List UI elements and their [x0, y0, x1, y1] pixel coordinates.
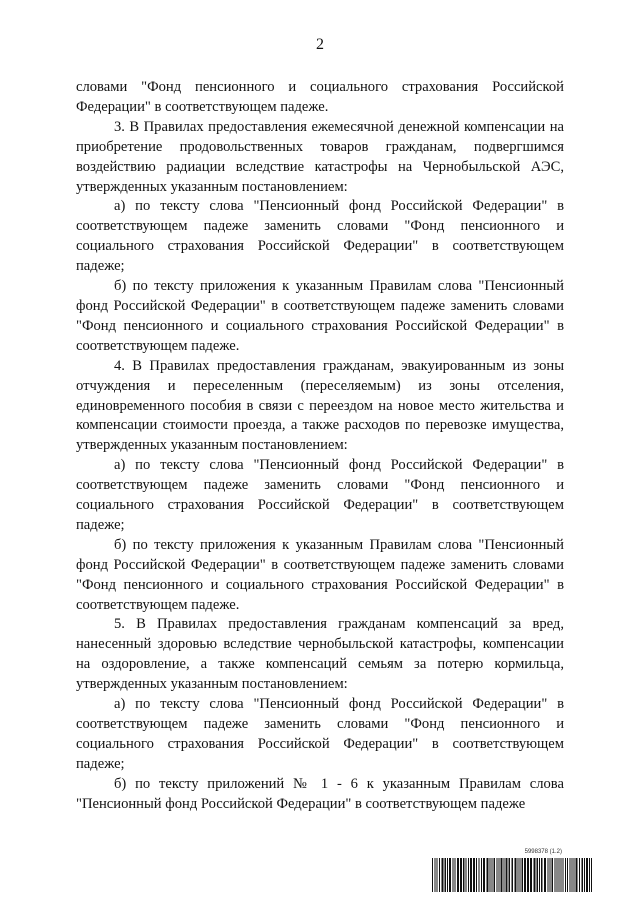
paragraph: а) по тексту слова "Пенсионный фонд Российской Федерации" в соответствующем падеже заменить словами "Фонд пенсионного и социального страхования Российской Федерации" в соответствующем падеже; — [76, 457, 564, 533]
paragraph: 4. В Правилах предоставления гражданам, эвакуированным из зоны отчуждения и переселенным (переселяемым) из зоны отселения, единовременного пособия в связи с переездом на новое место жительства и компенсации стоимости проезда, а также расходов по перевозке имущества, утвержденных указанным постановлением: — [76, 357, 564, 454]
paragraph: а) по тексту слова "Пенсионный фонд Российской Федерации" в соответствующем падеже заменить словами "Фонд пенсионного и социального страхования Российской Федерации" в соответствующем падеже; — [76, 696, 564, 772]
paragraph: б) по тексту приложения к указанным Правилам слова "Пенсионный фонд Российской Федерации" в соответствующем падеже заменить словами "Фонд пенсионного и социального страхования Российской Федерации" в соответствующем падеже. — [76, 278, 564, 354]
barcode-label: 5998378 (1.2) — [524, 849, 562, 855]
document-body — [76, 78, 564, 815]
barcode-icon — [432, 858, 592, 892]
barcode-block — [432, 849, 592, 893]
paragraph: б) по тексту приложений № 1 - 6 к указанным Правилам слова "Пенсионный фонд Российской Федерации" в соответствующем падеже — [76, 775, 564, 812]
paragraph: б) по тексту приложения к указанным Правилам слова "Пенсионный фонд Российской Федерации" в соответствующем падеже заменить словами "Фонд пенсионного и социального страхования Российской Федерации" в соответствующем падеже. — [76, 536, 564, 613]
paragraph: 3. В Правилах предоставления ежемесячной денежной компенсации на приобретение продовольственных товаров гражданам, подвергшимся воздействию радиации вследствие катастрофы на Чернобыльской АЭС, утвержденных указанным постановлением: — [76, 118, 564, 195]
page-number: 2 — [316, 36, 324, 53]
paragraph: словами "Фонд пенсионного и социального страхования Российской Федерации" в соответствующем падеже. — [76, 79, 564, 115]
paragraph: 5. В Правилах предоставления гражданам компенсаций за вред, нанесенный здоровью вследствие чернобыльской катастрофы, компенсации на оздоровление, а также компенсаций семьям за потерю кормильца, утвержденных указанным постановлением: — [76, 616, 564, 693]
paragraph: а) по тексту слова "Пенсионный фонд Российской Федерации" в соответствующем падеже заменить словами "Фонд пенсионного и социального страхования Российской Федерации" в соответствующем падеже; — [76, 198, 564, 275]
